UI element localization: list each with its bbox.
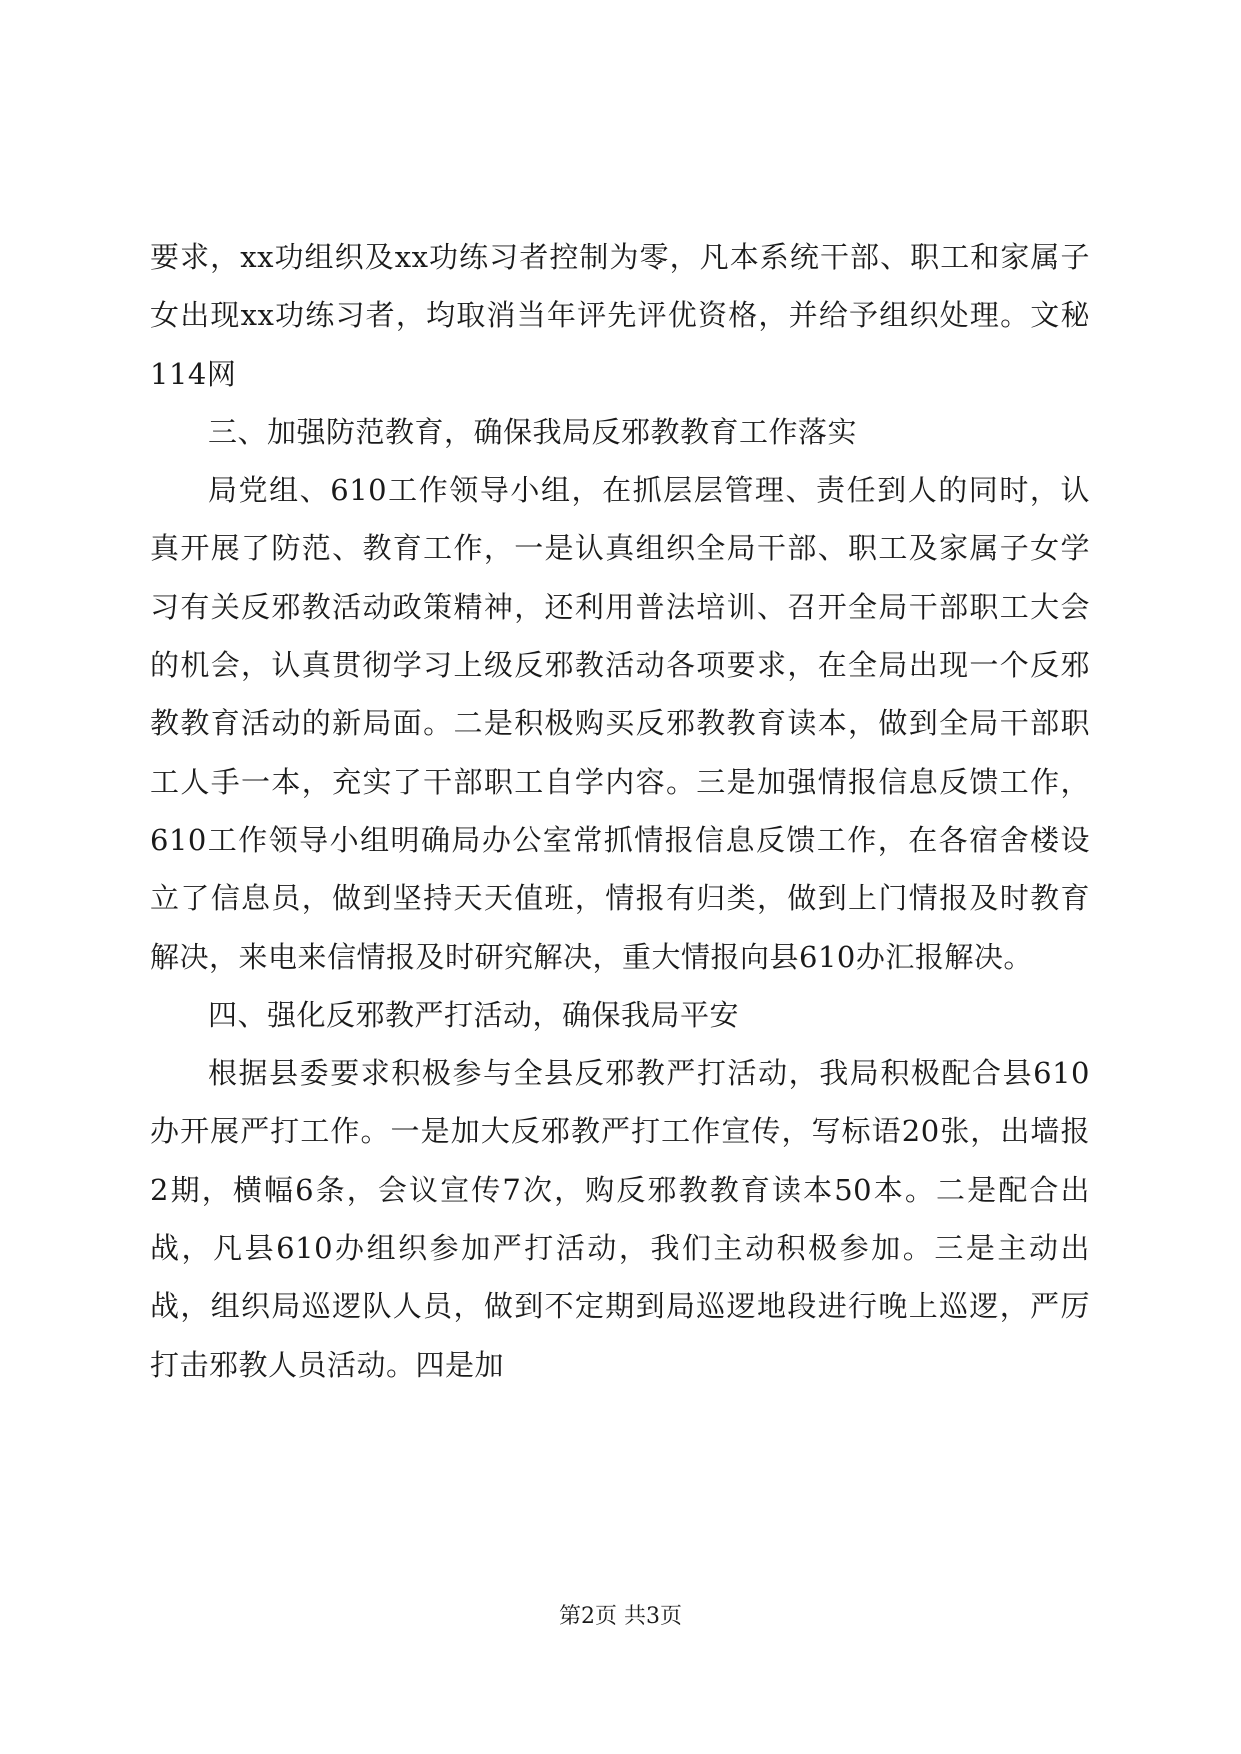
paragraph-3: 根据县委要求积极参与全县反邪教严打活动，我局积极配合县610办开展严打工作。一是加大反邪教严打工作宣传，写标语20张，出墙报2期，横幅6条，会议宣传7次，购反邪教教育读本50本。二是配合出战，凡县610办组织参加严打活动，我们主动积极参加。三是主动出战，组织局巡逻队人员，做到不定期到局巡逻地段进行晚上巡逻，严厉打击邪教人员活动。四是加 — [150, 1056, 1090, 1382]
section-heading-4: 四、强化反邪教严打活动，确保我局平安 — [208, 997, 740, 1032]
page-footer: 第2页 共3页 — [559, 1604, 682, 1629]
section-heading-3: 三、加强防范教育，确保我局反邪教教育工作落实 — [208, 414, 858, 449]
paragraph-2: 局党组、610工作领导小组，在抓层层管理、责任到人的同时，认真开展了防范、教育工作，一是认真组织全局干部、职工及家属子女学习有关反邪教活动政策精神，还利用普法培训、召开全局干部职工大会的机会，认真贯彻学习上级反邪教活动各项要求，在全局出现一个反邪教教育活动的新局面。二是积极购买反邪教教育读本，做到全局干部职工人手一本，充实了干部职工自学内容。三是加强情报信息反馈工作，610工作领导小组明确局办公室常抓情报信息反馈工作，在各宿舍楼设立了信息员，做到坚持天天值班，情报有归类，做到上门情报及时教育解决，来电来信情报及时研究解决，重大情报向县610办汇报解决。 — [150, 473, 1090, 974]
document-body — [150, 228, 1090, 1394]
paragraph-1: 要求，xx功组织及xx功练习者控制为零，凡本系统干部、职工和家属子女出现xx功练习者，均取消当年评先评优资格，并给予组织处理。文秘114网 — [150, 240, 1090, 391]
